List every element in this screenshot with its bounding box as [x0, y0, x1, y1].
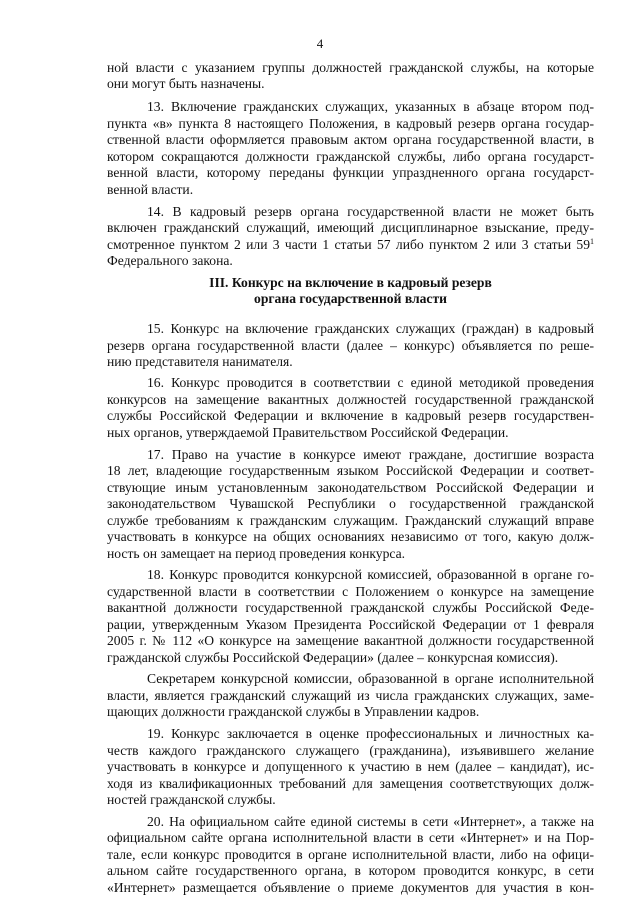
text-line-content: ностей гражданской службы.: [107, 792, 276, 807]
text-line-content: нию представителя нанимателя.: [107, 354, 293, 369]
text-line-content: ственной власти оформляется правовым актом органа государственной власти, в: [107, 132, 594, 147]
text-line-content: конкурсов на замещение вакантных должностей государственной гражданской: [107, 392, 594, 407]
text-line-content: честв каждого гражданского служащего (гражданина), изъявившего желание: [107, 743, 594, 758]
text-line: [107, 463, 594, 479]
text-line-content: законодательством Чувашской Республики о государственной гражданской: [107, 496, 594, 511]
text-line: [107, 792, 594, 808]
text-line: [107, 847, 594, 863]
text-line-content: III. Конкурс на включение в кадровый резерв: [209, 275, 492, 290]
text-line: [107, 425, 594, 441]
text-line-content: Секретарем конкурсной комиссии, образованной в органе исполнительной: [147, 671, 594, 686]
text-line-content: «Интернет» размещается объявление о приеме документов для участия в кон-: [107, 880, 594, 895]
text-line: [107, 354, 594, 370]
footnote-superscript: 1: [590, 237, 594, 246]
text-line-content: рации, утвержденным Указом Президента Российской Федерации от 1 февраля: [107, 617, 594, 632]
text-line-content: венной власти, которому переданы функции упраздненного органа государст-: [107, 165, 594, 180]
text-line: [107, 237, 594, 253]
text-line: [107, 546, 594, 562]
text-line-content: 16. Конкурс проводится в соответствии с единой методикой проведения: [147, 375, 594, 390]
text-line: [147, 726, 594, 742]
text-line-content: органа государственной власти: [254, 291, 447, 306]
text-line: [107, 529, 594, 545]
text-line-content: 18. Конкурс проводится конкурсной комиссией, образованной в органе го-: [147, 567, 594, 582]
text-line: [107, 688, 594, 704]
text-line-content: смотренное пунктом 2 или 3 части 1 статьи 57 либо пунктом 2 или 3 статьи 59: [107, 237, 590, 252]
section-heading-line: [107, 291, 594, 307]
text-line-content: сударственной власти в соответствии с Положением о конкурсе на замещение: [107, 584, 594, 599]
text-line-content: щающих должности гражданской службы в Управлении кадров.: [107, 704, 480, 719]
text-line: [107, 165, 594, 181]
text-line: [107, 759, 594, 775]
text-line: [107, 149, 594, 165]
text-line-content: пункта «в» пункта 8 настоящего Положения, в кадровый резерв органа государ-: [107, 116, 594, 131]
text-line: [147, 321, 594, 337]
text-line: [147, 99, 594, 115]
text-line: [107, 513, 594, 529]
text-line-content: 14. В кадровый резерв органа государственной власти не может быть: [147, 204, 594, 219]
text-line: [147, 447, 594, 463]
text-line-content: котором сокращаются должности гражданской службы, либо органа государст-: [107, 149, 594, 164]
text-line-content: 20. На официальном сайте единой системы в сети «Интернет», а также на: [147, 814, 594, 829]
text-line-content: альном сайте государственного органа, в котором проводится конкурс, в сети: [107, 863, 594, 878]
text-line-content: 18 лет, владеющие государственным языком Российской Федерации и соответ-: [107, 463, 594, 478]
text-line: [107, 182, 594, 198]
section-heading-line: [107, 275, 594, 291]
text-line-content: службы Российской Федерации и включение в кадровый резерв государствен-: [107, 408, 594, 423]
text-line: [107, 650, 594, 666]
text-line-content: ходя из квалификационных требований для замещения соответствующих долж-: [107, 776, 594, 791]
text-line: [107, 76, 594, 92]
text-line: [107, 132, 594, 148]
text-line: [147, 671, 594, 687]
text-line: [107, 704, 594, 720]
text-line-content: ных органов, утверждаемой Правительством Российской Федерации.: [107, 425, 509, 440]
text-line-content: они могут быть назначены.: [107, 76, 265, 91]
text-line-content: Федерального закона.: [107, 253, 233, 268]
text-line-content: 15. Конкурс на включение гражданских служащих (граждан) в кадровый: [147, 321, 594, 336]
text-line-content: 19. Конкурс заключается в оценке профессиональных и личностных ка-: [147, 726, 594, 741]
page-number: 4: [316, 36, 324, 51]
text-line: [107, 617, 594, 633]
text-line-content: венной власти.: [107, 182, 194, 197]
text-line: [107, 584, 594, 600]
text-line: [107, 863, 594, 879]
text-line: [147, 375, 594, 391]
text-line: [147, 814, 594, 830]
text-line-content: 13. Включение гражданских служащих, указанных в абзаце втором под-: [147, 99, 594, 114]
text-line: [107, 338, 594, 354]
text-line-content: службе требованиям к гражданским служащим. Гражданский служащий вправе: [107, 513, 594, 528]
text-line-content: гражданской службы Российской Федерации» (далее – конкурсная комиссия).: [107, 650, 559, 665]
text-line: [107, 408, 594, 424]
text-line-content: резерв органа государственной власти (далее – конкурс) объявляется по реше-: [107, 338, 594, 353]
text-line: [107, 480, 594, 496]
text-line: [107, 880, 594, 896]
text-line-content: участвовать в конкурсе на общих основаниях независимо от того, какую долж-: [107, 529, 594, 544]
text-line: [107, 776, 594, 792]
text-line: [107, 116, 594, 132]
text-line: [107, 253, 594, 269]
text-line-content: официальном сайте органа исполнительной власти в сети «Интернет» и на Пор-: [107, 830, 594, 845]
text-line: [107, 830, 594, 846]
text-line: [147, 204, 594, 220]
text-line: [107, 60, 594, 76]
text-line: [107, 633, 594, 649]
text-line-content: ной власти с указанием группы должностей гражданской службы, на которые: [107, 60, 594, 75]
text-line-content: включен гражданский служащий, имеющий дисциплинарное взыскание, преду-: [107, 220, 594, 235]
text-line-content: ствующие иным установленным законодательством Российской Федерации и: [107, 480, 594, 495]
text-line: [107, 392, 594, 408]
text-line-content: участвовать в конкурсе и допущенного к участию в нем (далее – кандидат), ис-: [107, 759, 594, 774]
text-line-content: 17. Право на участие в конкурсе имеют граждане, достигшие возраста: [147, 447, 594, 462]
text-line: [107, 600, 594, 616]
text-line: [107, 743, 594, 759]
text-line-content: власти, является гражданский служащий из числа гражданских служащих, заме-: [107, 688, 594, 703]
text-line: [107, 220, 594, 236]
text-line: [147, 567, 594, 583]
text-line-content: 2005 г. № 112 «О конкурсе на замещение вакантной должности государственной: [107, 633, 594, 648]
text-line-content: ность он замещает на период проведения конкурса.: [107, 546, 406, 561]
text-line-content: тале, если конкурс проводится в органе исполнительной власти, либо на офици-: [107, 847, 594, 862]
text-line: [107, 496, 594, 512]
text-line-content: вакантной должности государственной гражданской службы Российской Феде-: [107, 600, 594, 615]
